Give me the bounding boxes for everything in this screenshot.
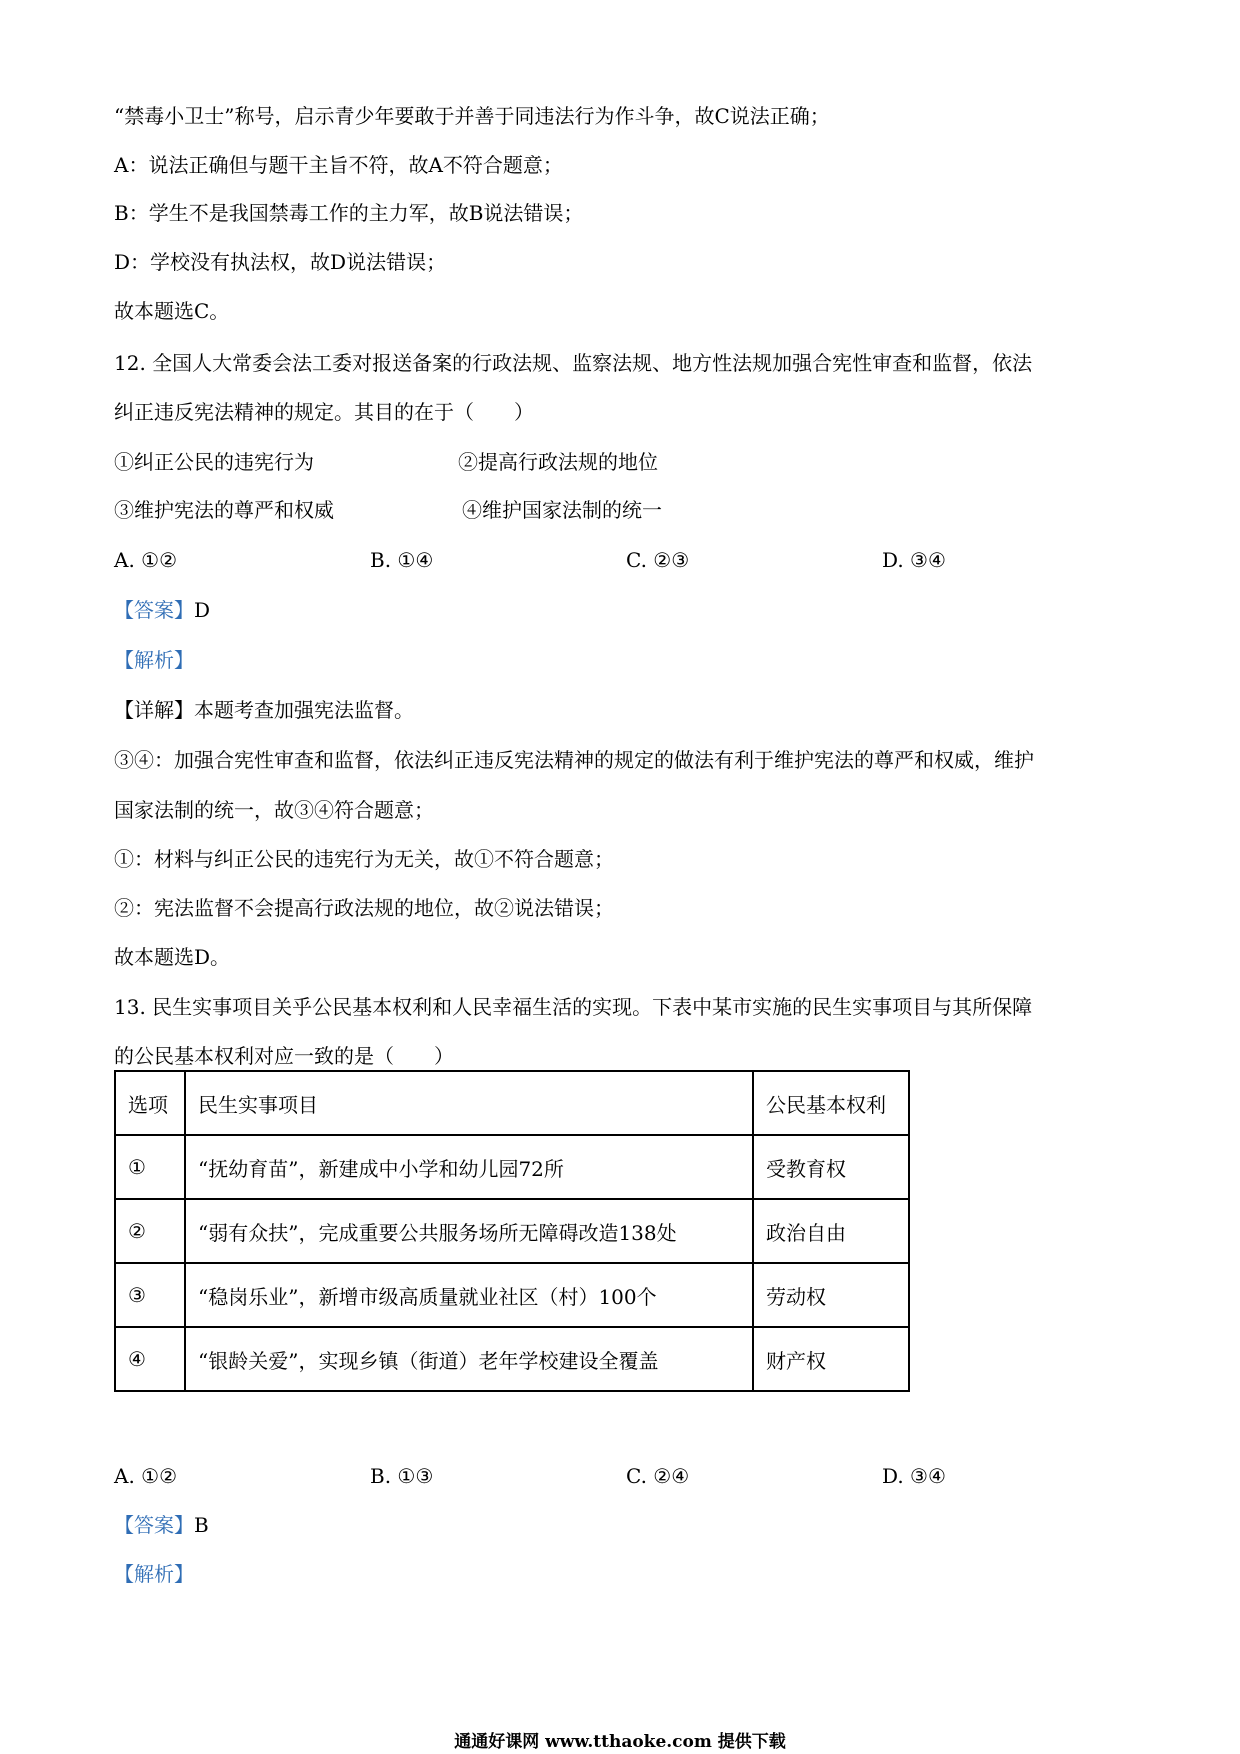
q12-explain: ③④：加强合宪性审查和监督，依法纠正违反宪法精神的规定的做法有利于维护宪法的尊严和权威，维护 (114, 748, 1034, 772)
q12-explain: 故本题选D。 (114, 945, 231, 969)
answer-value: D (194, 598, 211, 622)
text-line: D：学校没有执法权，故D说法错误； (114, 250, 447, 274)
table-header-row (115, 1071, 909, 1135)
table-row (115, 1135, 909, 1199)
q13-option-d: D. ③④ (882, 1464, 946, 1488)
page-footer: 通通好课网 www.tthaoke.com 提供下载 (454, 1732, 786, 1752)
table-cell: “银龄关爱”，实现乡镇（街道）老年学校建设全覆盖 (185, 1327, 753, 1391)
table-cell: 受教育权 (753, 1135, 909, 1199)
q12-option-a: A. ①② (114, 548, 178, 572)
text-line: B：学生不是我国禁毒工作的主力军，故B说法错误； (114, 201, 584, 225)
q12-stem: 纠正违反宪法精神的规定。其目的在于（ ） (114, 400, 534, 424)
q12-item: ④维护国家法制的统一 (462, 498, 662, 522)
q13-option-c: C. ②④ (626, 1464, 690, 1488)
table-cell: “抚幼育苗”，新建成中小学和幼儿园72所 (185, 1135, 753, 1199)
table-header-cell: 公民基本权利 (753, 1071, 909, 1135)
q13-option-b: B. ①③ (370, 1464, 434, 1488)
table-row (115, 1263, 909, 1327)
table-row (115, 1199, 909, 1263)
q13-analysis-tag: 【解析】 (114, 1562, 194, 1586)
text-line: “禁毒小卫士”称号，启示青少年要敢于并善于同违法行为作斗争，故C说法正确； (114, 104, 830, 128)
table-row (115, 1327, 909, 1391)
q12-explain: 国家法制的统一，故③④符合题意； (114, 798, 434, 822)
answer-tag: 【答案】 (114, 598, 194, 622)
q13-table (114, 1070, 910, 1392)
table-cell: ① (115, 1135, 185, 1199)
table-cell: ③ (115, 1263, 185, 1327)
q12-explain: ②：宪法监督不会提高行政法规的地位，故②说法错误； (114, 896, 614, 920)
table-cell: 政治自由 (753, 1199, 909, 1263)
text-line: A：说法正确但与题干主旨不符，故A不符合题意； (114, 153, 563, 177)
q12-item: ①纠正公民的违宪行为 (114, 450, 314, 474)
q13-answer (114, 1512, 209, 1538)
q13-option-a: A. ①② (114, 1464, 178, 1488)
table-header-cell: 选项 (115, 1071, 185, 1135)
text-line: 故本题选C。 (114, 299, 230, 323)
q12-explain: ①：材料与纠正公民的违宪行为无关，故①不符合题意； (114, 847, 614, 871)
table-cell: 劳动权 (753, 1263, 909, 1327)
q13-stem: 的公民基本权利对应一致的是（ ） (114, 1044, 454, 1068)
table-cell: “弱有众扶”，完成重要公共服务场所无障碍改造138处 (185, 1199, 753, 1263)
q12-item: ③维护宪法的尊严和权威 (114, 498, 334, 522)
q13-stem: 13. 民生实事项目关乎公民基本权利和人民幸福生活的实现。下表中某市实施的民生实事项目与其所保障 (114, 995, 1033, 1019)
q12-option-c: C. ②③ (626, 548, 690, 572)
answer-tag: 【答案】 (114, 1513, 194, 1537)
q12-item: ②提高行政法规的地位 (458, 450, 658, 474)
q12-stem: 12. 全国人大常委会法工委对报送备案的行政法规、监察法规、地方性法规加强合宪性审查和监督，依法 (114, 351, 1033, 375)
q12-option-d: D. ③④ (882, 548, 946, 572)
q12-analysis-tag: 【解析】 (114, 648, 194, 672)
table-cell: ④ (115, 1327, 185, 1391)
q12-detail: 【详解】本题考查加强宪法监督。 (114, 698, 414, 722)
table-cell: 财产权 (753, 1327, 909, 1391)
table-cell: “稳岗乐业”，新增市级高质量就业社区（村）100个 (185, 1263, 753, 1327)
q12-answer (114, 597, 210, 623)
answer-value: B (194, 1513, 209, 1537)
table-header-cell: 民生实事项目 (185, 1071, 753, 1135)
q12-option-b: B. ①④ (370, 548, 434, 572)
table-cell: ② (115, 1199, 185, 1263)
